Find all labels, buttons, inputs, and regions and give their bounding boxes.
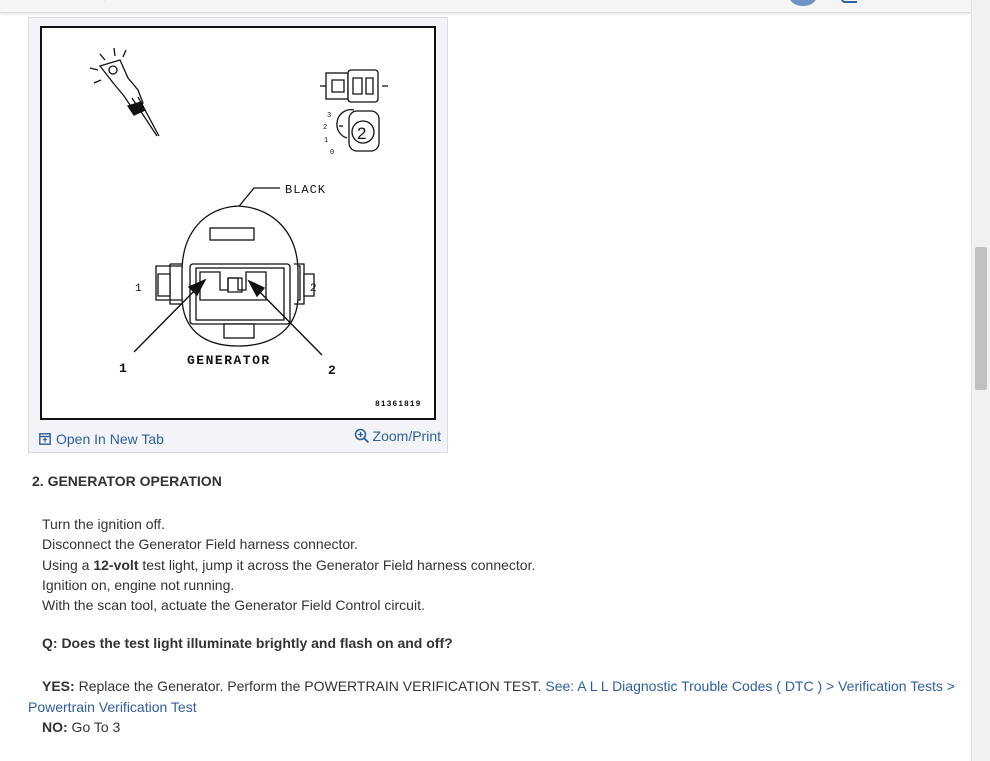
open-in-new-tab-label: Open In New Tab [56, 431, 164, 447]
open-in-new-tab-link[interactable] [39, 431, 164, 447]
figure-frame [40, 26, 436, 420]
generator-connector [156, 206, 314, 346]
zoom-in-icon [354, 428, 370, 444]
generator-label: GENERATOR [187, 353, 271, 368]
no-text: Go To 3 [67, 719, 121, 735]
figure-footer [29, 423, 447, 452]
top-toolbar [0, 0, 972, 13]
verification-test-link[interactable]: See: A L L Diagnostic Trouble Codes ( DTC ) > Verification Tests > Powertrain Verification Test [28, 678, 955, 715]
meter-setting: 2 [357, 124, 367, 143]
page-scrollbar[interactable] [971, 0, 990, 761]
scrollbar-thumb[interactable] [975, 247, 987, 390]
meter-range-2: 2 [323, 124, 328, 132]
generator-connector-diagram [42, 28, 434, 418]
diagnostic-question: Q: Does the test light illuminate brightly and flash on and off? [42, 635, 453, 651]
yes-label: YES: [42, 678, 75, 694]
wire-color-label: BLACK [285, 183, 327, 197]
yes-answer [28, 676, 958, 717]
pin-2-label: 2 [310, 283, 317, 295]
step-5: With the scan tool, actuate the Generator Field Control circuit. [42, 597, 425, 614]
pin-1-label: 1 [135, 283, 142, 295]
step-2: Disconnect the Generator Field harness connector. [42, 536, 358, 553]
section-heading: 2. GENERATOR OPERATION [32, 473, 222, 489]
step-3-prefix: Using a [42, 556, 94, 573]
procedure-steps [42, 514, 535, 615]
step-3 [42, 555, 535, 575]
new-tab-icon [39, 433, 51, 445]
test-light-icon [90, 48, 159, 136]
step-1: Turn the ignition off. [42, 516, 165, 532]
no-label: NO: [42, 719, 68, 735]
meter-range-1: 1 [324, 137, 329, 145]
title-fragment [96, 0, 114, 2]
step-3-suffix: test light, jump it across the Generator Field harness connector. [138, 556, 536, 573]
arrow-2-label: 2 [328, 363, 336, 378]
meter-range-3: 3 [327, 112, 332, 120]
step-4: Ignition on, engine not running. [42, 576, 235, 593]
zoom-print-label: Zoom/Print [372, 428, 441, 444]
figure-card [28, 17, 448, 453]
avatar[interactable] [789, 0, 817, 6]
arrow-1-label: 1 [119, 361, 127, 376]
meter-range-0: 0 [330, 149, 335, 157]
step-3-voltage: 12-volt [93, 556, 139, 573]
connector-icon [320, 70, 388, 102]
no-answer [28, 717, 958, 738]
figure-number: 81361819 [375, 400, 422, 409]
yes-text: Replace the Generator. Perform the POWERTRAIN VERIFICATION TEST. [74, 678, 546, 694]
zoom-print-link[interactable] [354, 428, 441, 444]
document-icon[interactable] [839, 0, 863, 6]
answer-block [28, 676, 958, 738]
